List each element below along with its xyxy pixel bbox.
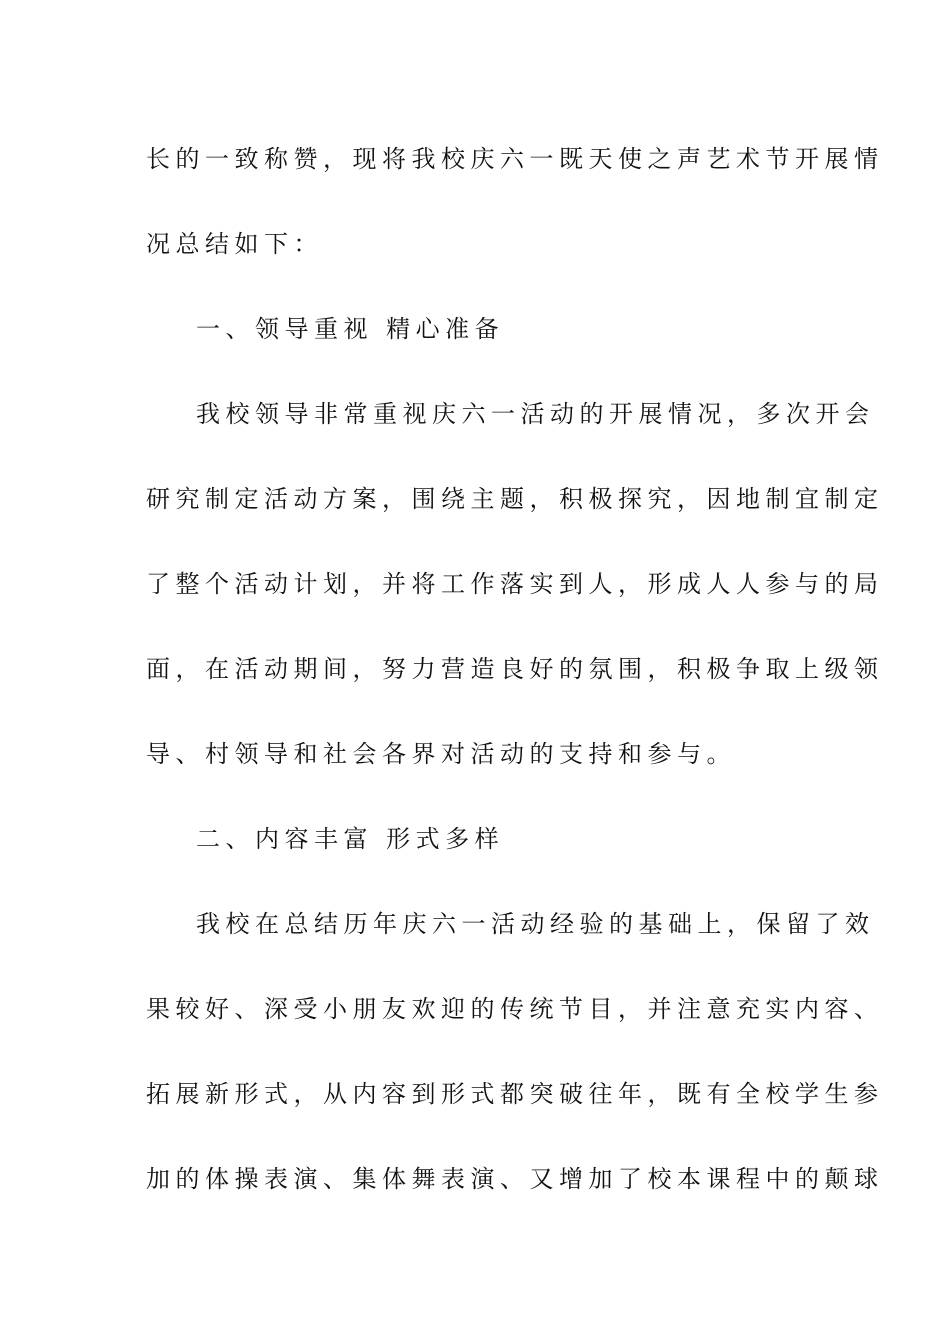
- paragraph-line: 面，在活动期间，努力营造良好的氛围，积极争取上级领: [146, 655, 884, 683]
- paragraph-line: 我校在总结历年庆六一活动经验的基础上，保留了效: [196, 910, 875, 938]
- paragraph-line: 导、村领导和社会各界对活动的支持和参与。: [146, 740, 736, 768]
- paragraph-line: 拓展新形式，从内容到形式都突破往年，既有全校学生参: [146, 1080, 884, 1108]
- paragraph-line: 况总结如下：: [146, 230, 323, 258]
- paragraph-line: 研究制定活动方案，围绕主题，积极探究，因地制宜制定: [146, 485, 884, 513]
- paragraph-line: 长的一致称赞，现将我校庆六一既天使之声艺术节开展情: [146, 145, 884, 173]
- section-heading: 二、内容丰富 形式多样: [196, 825, 505, 853]
- paragraph-line: 果较好、深受小朋友欢迎的传统节目，并注意充实内容、: [146, 995, 884, 1023]
- paragraph-line: 我校领导非常重视庆六一活动的开展情况，多次开会: [196, 400, 875, 428]
- section-heading: 一、领导重视 精心准备: [196, 315, 505, 343]
- paragraph-line: 加的体操表演、集体舞表演、又增加了校本课程中的颠球: [146, 1165, 884, 1193]
- paragraph-line: 了整个活动计划，并将工作落实到人，形成人人参与的局: [146, 570, 884, 598]
